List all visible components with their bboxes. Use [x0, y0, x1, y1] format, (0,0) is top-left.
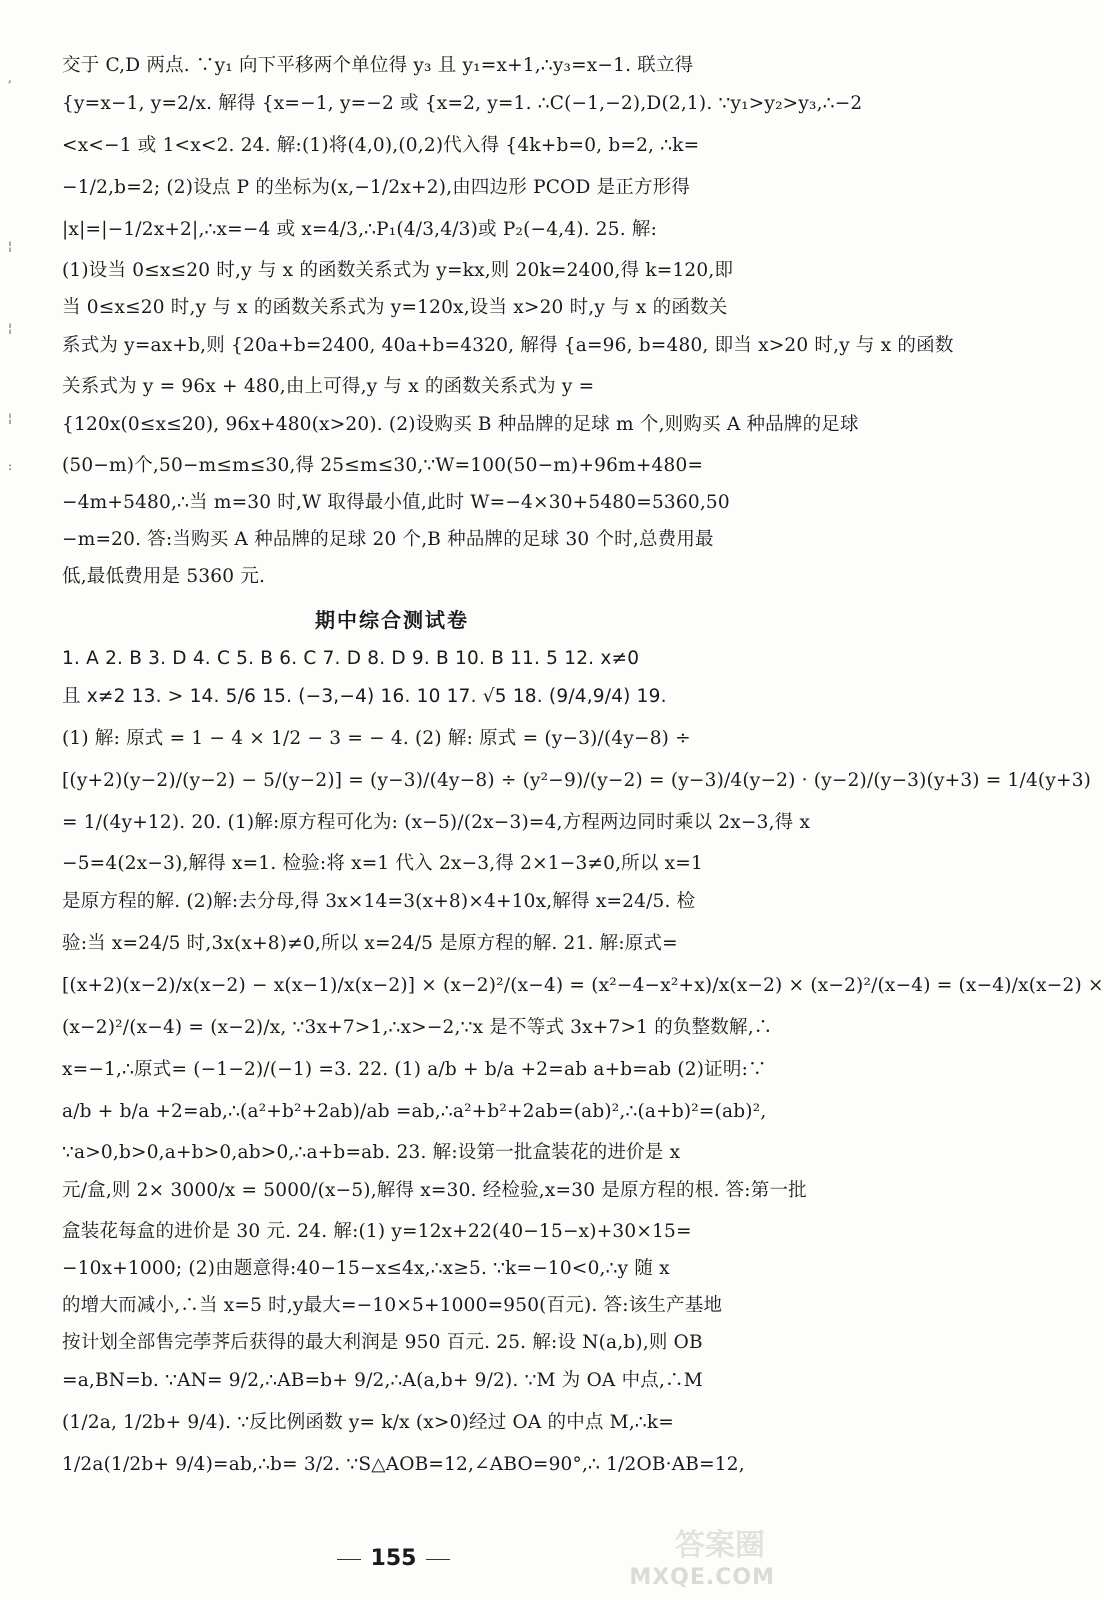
text-line: =a,BN=b. ∵AN= 9/2,∴AB=b+ 9/2,∴A(a,b+ 9/2). ∵M 为 OA 中点,∴M — [62, 1370, 703, 1391]
text-line: |x|=|−1/2x+2|,∴x=−4 或 x=4/3,∴P₁(4/3,4/3)或 P₂(−4,4). 25. 解: — [62, 219, 658, 240]
margin-mark: : — [8, 459, 13, 473]
text-line: x=−1,∴原式= (−1−2)/(−1) =3. 22. (1) a/b + b/a +2=ab a+b=ab (2)证明:∵ — [62, 1059, 767, 1080]
watermark-cn: 答案圈 — [675, 1528, 765, 1563]
text-line: 元/盒,则 2× 3000/x = 5000/(x−5),解得 x=30. 经检验,x=30 是原方程的根. 答:第一批 — [62, 1180, 807, 1201]
watermark-text: MXQE.COM — [629, 1565, 775, 1590]
text-line: 验:当 x=24/5 时,3x(x+8)≠0,所以 x=24/5 是原方程的解. 21. 解:原式= — [62, 933, 678, 954]
page-number-text: 155 — [370, 1546, 417, 1571]
text-line: 低,最低费用是 5360 元. — [62, 566, 266, 587]
margin-mark: ¦ — [8, 239, 13, 253]
text-line: 是原方程的解. (2)解:去分母,得 3x×14=3(x+8)×4+10x,解得 x=24/5. 检 — [62, 891, 696, 912]
text-line: (50−m)个,50−m≤m≤30,得 25≤m≤30,∵W=100(50−m)+96m+480= — [62, 455, 704, 476]
dash-right — [426, 1559, 450, 1560]
margin-mark: ¦ — [8, 411, 13, 425]
text-line: (1) 解: 原式 = 1 − 4 × 1/2 − 3 = − 4. (2) 解: 原式 = (y−3)/(4y−8) ÷ — [62, 728, 691, 749]
watermark-logo — [615, 1520, 775, 1590]
previous-solutions — [62, 52, 954, 590]
text-line: ∵a>0,b>0,a+b>0,ab>0,∴a+b=ab. 23. 解:设第一批盒装花的进价是 x — [62, 1142, 681, 1163]
page-body — [62, 52, 1104, 1492]
choice-answers — [62, 645, 722, 712]
text-line: 当 0≤x≤20 时,y 与 x 的函数关系式为 y=120x,设当 x>20 时,y 与 x 的函数关 — [62, 297, 728, 318]
margin-mark: ¦ — [8, 321, 13, 335]
answer-line: 1. A 2. B 3. D 4. C 5. B 6. C 7. D 8. D 9. B 10. B 11. 5 12. x≠0 — [62, 648, 640, 669]
text-line: <x<−1 或 1<x<2. 24. 解:(1)将(4,0),(0,2)代入得 {4k+b=0, b=2, ∴k= — [62, 135, 700, 156]
text-line: [(y+2)(y−2)/(y−2) − 5/(y−2)] = (y−3)/(4y−8) ÷ (y²−9)/(y−2) = (y−3)/4(y−2) · (y−2)/(y−3)(y+3) = 1/4(y+3) — [62, 770, 1092, 791]
text-line: −m=20. 答:当购买 A 种品牌的足球 20 个,B 种品牌的足球 30 个时,总费用最 — [62, 529, 714, 550]
dash-left — [337, 1559, 361, 1560]
text-line: 盒装花每盒的进价是 30 元. 24. 解:(1) y=12x+22(40−15−x)+30×15= — [62, 1221, 692, 1242]
text-line: −4m+5480,∴当 m=30 时,W 取得最小值,此时 W=−4×30+5480=5360,50 — [62, 492, 730, 513]
text-line: 系式为 y=ax+b,则 {20a+b=2400, 40a+b=4320, 解得 {a=96, b=480, 即当 x>20 时,y 与 x 的函数 — [62, 335, 954, 356]
text-line: (1/2a, 1/2b+ 9/4). ∵反比例函数 y= k/x (x>0)经过 OA 的中点 M,∴k= — [62, 1412, 674, 1433]
margin-mark: , — [8, 71, 12, 85]
section-title: 期中综合测试卷 — [315, 608, 469, 632]
text-line: (x−2)²/(x−4) = (x−2)/x, ∵3x+7>1,∴x>−2,∵x 是不等式 3x+7>1 的负整数解,∴ — [62, 1017, 773, 1038]
text-line: 交于 C,D 两点. ∵y₁ 向下平移两个单位得 y₃ 且 y₁=x+1,∴y₃=x−1. 联立得 — [62, 55, 694, 76]
text-line: {y=x−1, y=2/x. 解得 {x=−1, y=−2 或 {x=2, y=1. ∴C(−1,−2),D(2,1). ∵y₁>y₂>y₃,∴−2 — [62, 93, 863, 114]
worked-solutions — [62, 724, 1104, 1480]
text-line: [(x+2)(x−2)/x(x−2) − x(x−1)/x(x−2)] × (x−2)²/(x−4) = (x²−4−x²+x)/x(x−2) × (x−2)²/(x−4) = (x−4)/x(x−2) × — [62, 975, 1104, 996]
text-line: −10x+1000; (2)由题意得:40−15−x≤4x,∴x≥5. ∵k=−10<0,∴y 随 x — [62, 1258, 670, 1279]
text-line: 的增大而减小,∴当 x=5 时,y最大=−10×5+1000=950(百元). 答:该生产基地 — [62, 1295, 723, 1316]
text-line: {120x(0≤x≤20), 96x+480(x>20). (2)设购买 B 种品牌的足球 m 个,则购买 A 种品牌的足球 — [62, 414, 859, 435]
text-line: = 1/(4y+12). 20. (1)解:原方程可化为: (x−5)/(2x−3)=4,方程两边同时乘以 2x−3,得 x — [62, 812, 811, 833]
text-line: 关系式为 y = 96x + 480,由上可得,y 与 x 的函数关系式为 y = — [62, 376, 595, 397]
text-line: −1/2,b=2; (2)设点 P 的坐标为(x,−1/2x+2),由四边形 PCOD 是正方形得 — [62, 177, 691, 198]
text-line: a/b + b/a +2=ab,∴(a²+b²+2ab)/ab =ab,∴a²+b²+2ab=(ab)²,∴(a+b)²=(ab)², — [62, 1101, 767, 1122]
text-line: 1/2a(1/2b+ 9/4)=ab,∴b= 3/2. ∵S△AOB=12,∠ABO=90°,∴ 1/2OB·AB=12, — [62, 1454, 745, 1475]
text-line: −5=4(2x−3),解得 x=1. 检验:将 x=1 代入 2x−3,得 2×1−3≠0,所以 x=1 — [62, 853, 703, 874]
answer-line: 且 x≠2 13. > 14. 5/6 15. (−3,−4) 16. 10 17. √5 18. (9/4,9/4) 19. — [62, 686, 667, 707]
text-line: (1)设当 0≤x≤20 时,y 与 x 的函数关系式为 y=kx,则 20k=2400,得 k=120,即 — [62, 260, 734, 281]
text-line: 按计划全部售完荸荠后获得的最大利润是 950 百元. 25. 解:设 N(a,b),则 OB — [62, 1332, 703, 1353]
